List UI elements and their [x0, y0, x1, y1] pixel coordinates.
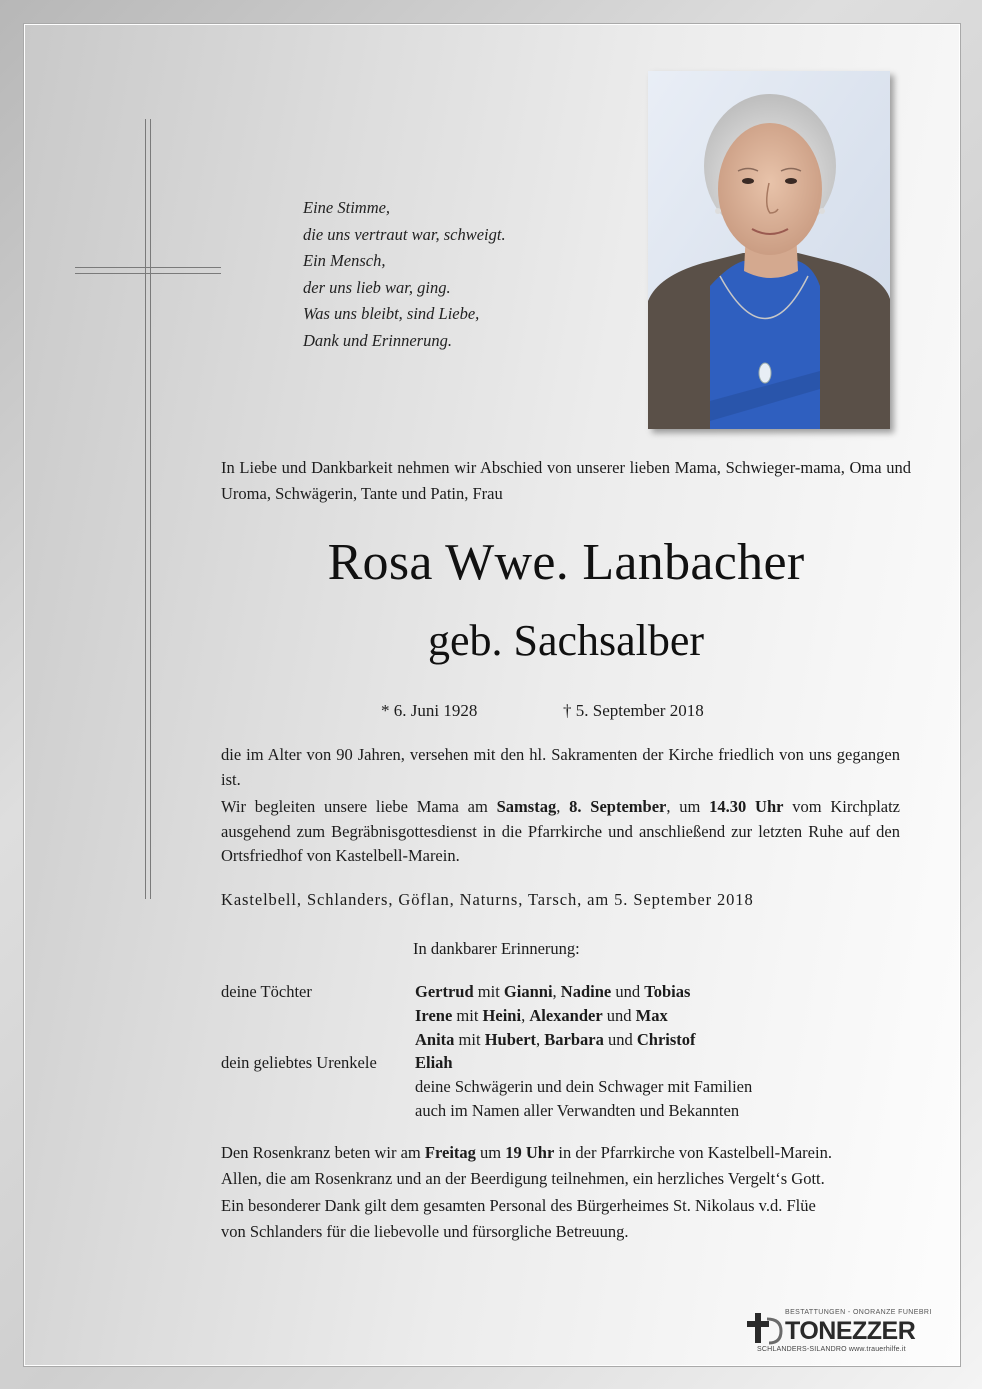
obituary-card [24, 24, 960, 1366]
great-grandchild-name: Eliah [415, 1053, 453, 1073]
logo-brand: TONEZZER [785, 1317, 916, 1345]
great-grandchild-label: dein geliebtes Urenkele [221, 1053, 377, 1073]
family-row [221, 1099, 911, 1123]
family-row [221, 980, 911, 1004]
funeral-paragraph: Wir begleiten unsere liebe Mama am Samstag, 8. September, um 14.30 Uhr vom Kirchplatz ausgehend zum Begräbnisgottesdienst in die Pfarrkirche und anschließend zur letzten Ruhe auf den Ortsfriedhof von Kastelbell-Marein. [221, 797, 901, 865]
funeral-home-logo [747, 1309, 947, 1359]
thanks-line: von Schlanders für die liebevolle und fürsorgliche Betreuung. [221, 1221, 629, 1241]
thanks-line: Allen, die am Rosenkranz und an der Beerdigung teilnehmen, ein herzliches Vergelt‘s Gott. [221, 1169, 825, 1189]
intro-text: In Liebe und Dankbarkeit nehmen wir Abschied von unserer lieben Mama, Schwieger-mama, Oma und Uroma, Schwägerin, Tante und Patin, Frau [221, 458, 911, 503]
logo-subline: SCHLANDERS-SILANDRO www.trauerhilfe.it [757, 1346, 906, 1353]
poem-line: Was uns bleibt, sind Liebe, [303, 304, 480, 323]
family-names: Gertrud mit Gianni, Nadine und Tobias [415, 982, 691, 1001]
poem-line: Dank und Erinnerung. [303, 330, 452, 350]
family-row [221, 1004, 911, 1028]
death-date: † 5. September 2018 [563, 701, 704, 720]
deceased-name: Rosa Wwe. Lanbacher [327, 534, 805, 591]
gratitude-heading: In dankbarer Erinnerung: [413, 939, 580, 958]
poem-line: Ein Mensch, [303, 251, 386, 270]
rosary-line: Den Rosenkranz beten wir am Freitag um 19 Uhr in der Pfarrkirche von Kastelbell-Marein. [221, 1143, 832, 1162]
cross-logo-icon [747, 1313, 787, 1347]
family-row [221, 1051, 911, 1075]
logo-tagline: BESTATTUNGEN - ONORANZE FUNEBRI [785, 1309, 932, 1316]
place-and-date: Kastelbell, Schlanders, Göflan, Naturns, Tarsch, am 5. September 2018 [221, 890, 754, 909]
thanks-line: Ein besonderer Dank gilt dem gesamten Personal des Bürgerheimes St. Nikolaus v.d. Flüe [221, 1195, 816, 1215]
maiden-name: geb. Sachsalber [427, 616, 705, 665]
poem-line: die uns vertraut war, schweigt. [303, 224, 506, 244]
family-names: Anita mit Hubert, Barbara und Christof [415, 1029, 696, 1049]
family-list [221, 980, 911, 1123]
family-row [221, 1075, 911, 1099]
poem-line: der uns lieb war, ging. [303, 277, 451, 297]
family-row [221, 1028, 911, 1052]
announcement-paragraph: die im Alter von 90 Jahren, versehen mit den hl. Sakramenten der Kirche friedlich von uns gegangen ist. [221, 745, 900, 789]
closing-text [221, 1140, 900, 1245]
relatives-line: auch im Namen aller Verwandten und Bekannten [415, 1100, 740, 1120]
inlaws-line: deine Schwägerin und dein Schwager mit Familien [415, 1077, 753, 1097]
poem [303, 195, 603, 354]
daughters-label: deine Töchter [221, 982, 312, 1001]
poem-line: Eine Stimme, [303, 198, 391, 217]
family-names: Irene mit Heini, Alexander und Max [415, 1005, 668, 1025]
birth-date: * 6. Juni 1928 [381, 701, 478, 720]
portrait-photo [648, 71, 890, 429]
announcement-body [221, 743, 900, 869]
cross-ornament [75, 119, 225, 899]
